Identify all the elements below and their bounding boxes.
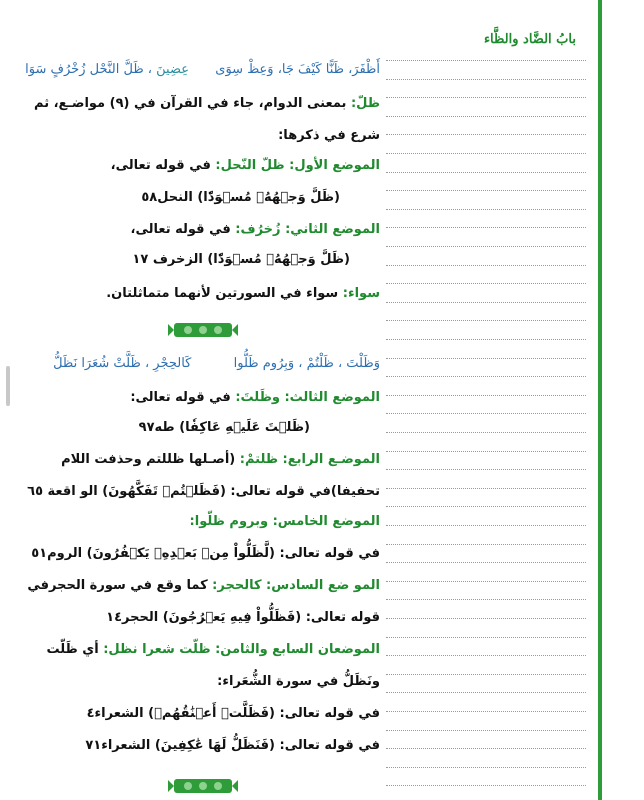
term-label: سواء:: [342, 286, 380, 301]
note-line: [386, 767, 586, 768]
text: ونَظَلُّ في سورة الشُّعَراء:: [217, 674, 380, 689]
text: كما وقع في سورة الحجرفي: [27, 578, 213, 593]
place-label: الموضعان السابع والثامن: ظلّت شعرا نظل:: [103, 642, 380, 657]
ayah: في قوله تعالى: (فَنَظَلُّ لَهَا عَٰكِفِينَ) الشعراء٧١: [85, 738, 380, 753]
second-verse-line: [14, 356, 380, 371]
notes-title: بابُ الضَّاد والظَّاء: [483, 32, 576, 47]
term-label: ظلّ:: [350, 96, 380, 111]
place-7-ayah: [14, 706, 380, 721]
text: تحفيفا)في قوله تعالى: (فَظَلۡتُمۡ تَفَكَّهُونَ) الو اقعة ٦٥: [27, 484, 380, 499]
notes-column: [386, 0, 588, 800]
verse-part: أَظْفَرَ، ظَنًّا كَيْفَ جَا، وَعِظْ سِوَى: [215, 62, 380, 77]
sawa-line: [14, 286, 380, 301]
note-line: [386, 674, 586, 675]
ayah: في قوله تعالى: (فَظَلَّتۡ أَعۡنَٰقُهُمۡ) الشعراء٤: [86, 706, 380, 721]
place-1-ayah: [14, 190, 340, 205]
ayah: (ظَلَّ وَجۡهُهُۥ مُسۡوَدّٗا) النحل٥٨: [141, 190, 340, 205]
text: في قوله تعالى: (لَّظَلُّواْ مِنۢ بَعۡدِهِۦ يَكۡفُرُونَ) الروم٥١: [31, 546, 380, 561]
note-line: [386, 320, 586, 321]
note-line: [386, 451, 586, 452]
place-label: المو ضع السادس: كالحجر:: [212, 578, 380, 593]
note-line: [386, 637, 586, 638]
note-line: [386, 655, 586, 656]
note-line: [386, 227, 586, 228]
note-line: [386, 153, 586, 154]
verse-part: وَظَلْتَ ، ظَلْتُمْ ، وَبِرُوم ظَلُّوا: [233, 356, 380, 371]
zal-line: [14, 96, 380, 111]
note-line: [386, 79, 586, 80]
text: (أصـلها ظللتم وحذفت اللام: [61, 452, 240, 467]
place-label: الموضع الأول: ظلّ النّحل:: [215, 158, 380, 173]
note-line: [386, 544, 586, 545]
note-line: [386, 785, 586, 786]
text: في قوله تعالى:: [130, 390, 236, 405]
note-line: [386, 116, 586, 117]
place-5-line-2: [14, 546, 380, 561]
scrollbar-thumb[interactable]: [6, 366, 10, 406]
place-label: الموضع الثاني: زُخرُف:: [235, 222, 380, 237]
ornament-divider: [168, 318, 238, 342]
verse-part: ، ظَلَّ النَّحْل زُخْرُفٍ سَوَا: [25, 62, 152, 77]
note-line: [386, 134, 586, 135]
note-line: [386, 692, 586, 693]
text: أي ظَلّت: [46, 642, 104, 657]
note-line: [386, 172, 586, 173]
place-2-heading: [14, 222, 380, 237]
note-line: [386, 246, 586, 247]
ayah: (ظَلَّ وَجۡهُهُۥ مُسۡوَدّٗا) الزخرف ١٧: [132, 252, 350, 267]
note-line: [386, 265, 586, 266]
text: في قوله تعالى،: [110, 158, 216, 173]
note-line: [386, 730, 586, 731]
note-line: [386, 97, 586, 98]
note-line: [386, 413, 586, 414]
note-line: [386, 748, 586, 749]
note-line: [386, 395, 586, 396]
place-1-heading: [14, 158, 380, 173]
place-2-ayah: [14, 252, 350, 267]
note-line: [386, 469, 586, 470]
note-line: [386, 599, 586, 600]
place-7-8-line-2: [14, 674, 380, 689]
text: بمعنى الدوام، جاء في القرآن في (٩) مواضـع، ثم: [34, 96, 351, 111]
text: في قوله تعالى،: [130, 222, 236, 237]
verse-part-highlight: عِضِينَ: [156, 62, 189, 77]
note-line: [386, 618, 586, 619]
place-label: الموضع الثالث: وظَلتَ:: [235, 390, 380, 405]
note-line: [386, 190, 586, 191]
place-4-heading: [14, 452, 380, 467]
note-line: [386, 358, 586, 359]
place-7-8-heading: [14, 642, 380, 657]
note-line: [386, 432, 586, 433]
place-6-line-2: [14, 610, 380, 625]
note-line: [386, 376, 586, 377]
note-line: [386, 339, 586, 340]
ayah: (ظَلۡتَ عَلَيۡهِ عَاكِفٗا) طه٩٧: [138, 420, 310, 435]
note-line: [386, 209, 586, 210]
place-label: الموضع الخامس: وبروم ظلّوا:: [189, 514, 380, 529]
note-line: [386, 283, 586, 284]
note-line: [386, 562, 586, 563]
header-verse-line: [14, 62, 380, 77]
note-line: [386, 711, 586, 712]
note-line: [386, 506, 586, 507]
text: شرع في ذكرها:: [278, 128, 380, 143]
ornament-divider: [168, 774, 238, 798]
place-3-heading: [14, 390, 380, 405]
place-5-heading: [14, 514, 380, 529]
verse-part: كَالحِجْرِ ، ظَلَّتْ شُعَرَا نَظَلُّ: [53, 356, 192, 371]
note-line: [386, 525, 586, 526]
place-4-line-2: [14, 484, 380, 499]
text: سواء في السورتين لأنهما متماثلتان.: [106, 286, 343, 301]
text: قوله تعالى: (فَظَلُّواْ فِيهِ يَعۡرُجُونَ) الحجر١٤: [106, 610, 380, 625]
note-line: [386, 60, 586, 61]
note-line: [386, 302, 586, 303]
page-margin: [602, 0, 644, 800]
note-line: [386, 581, 586, 582]
main-text-column: [14, 0, 380, 800]
place-6-heading: [14, 578, 380, 593]
note-line: [386, 488, 586, 489]
place-label: الموضـع الرابع: ظلتمْ:: [239, 452, 380, 467]
place-3-ayah: [14, 420, 310, 435]
zal-line-2: [14, 128, 380, 143]
place-8-ayah: [14, 738, 380, 753]
